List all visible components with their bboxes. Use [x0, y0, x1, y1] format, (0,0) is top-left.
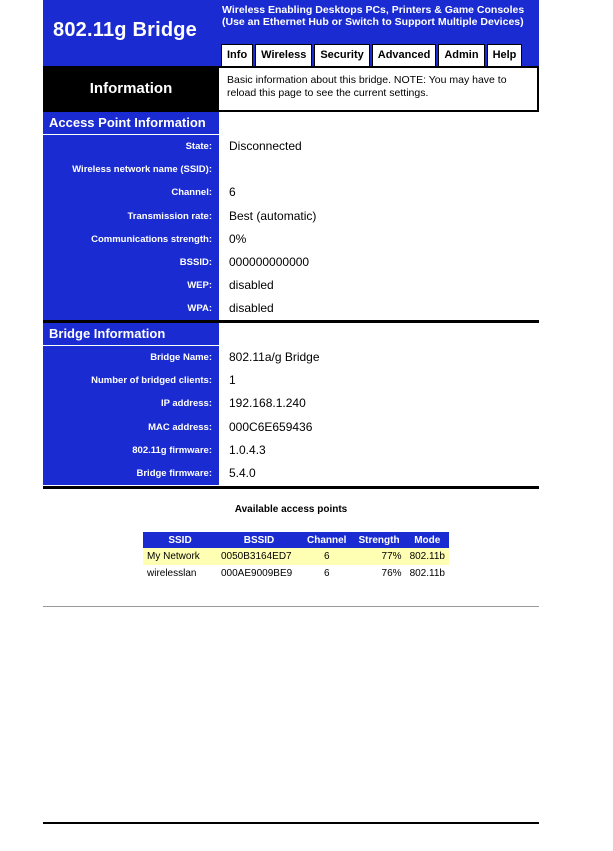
transmission-rate-label: Transmission rate:: [43, 205, 219, 228]
channel-value: 6: [229, 185, 236, 200]
comm-strength-label: Communications strength:: [43, 228, 219, 251]
footer-rule: [43, 606, 539, 607]
info-row: [43, 369, 539, 392]
tagline-line-2: (Use an Ethernet Hub or Switch to Support Multiple Devices): [222, 16, 524, 28]
tab-help[interactable]: Help: [487, 44, 523, 66]
section-note: Basic information about this bridge. NOTE: You may have to reload this page to see the current settings.: [219, 68, 537, 110]
bridge-info-heading: Bridge Information: [43, 323, 219, 345]
wpa-label: WPA:: [43, 297, 219, 320]
info-row: [43, 346, 539, 369]
ap-mode: 802.11b: [409, 568, 445, 579]
tab-advanced[interactable]: Advanced: [372, 44, 437, 66]
info-row: [43, 251, 539, 274]
comm-strength-value: 0%: [229, 231, 247, 246]
state-value: Disconnected: [229, 139, 302, 153]
info-row: [43, 392, 539, 415]
mac-address-label: MAC address:: [43, 416, 219, 439]
bridged-clients-label: Number of bridged clients:: [43, 369, 219, 392]
ip-address-label: IP address:: [43, 392, 219, 415]
available-aps-title: Available access points: [234, 504, 348, 515]
bridge-info-heading-row: [43, 323, 539, 345]
tab-admin[interactable]: Admin: [438, 44, 484, 66]
tab-bar: [221, 43, 522, 66]
bssid-label: BSSID:: [43, 251, 219, 274]
bridge-name-value: 802.11a/g Bridge: [229, 350, 320, 364]
bridge-info-heading-spacer: [219, 323, 539, 345]
info-row: [43, 462, 539, 485]
page-title: Information: [89, 80, 173, 97]
ap-info-heading: Access Point Information: [43, 112, 219, 134]
table-row[interactable]: [143, 548, 449, 565]
ap-channel: 6: [301, 548, 352, 565]
tab-info[interactable]: Info: [221, 44, 253, 66]
info-row: [43, 228, 539, 251]
wep-value: disabled: [229, 278, 274, 293]
ap-mode: 802.11b: [406, 548, 449, 565]
info-row: [43, 181, 539, 204]
col-strength: Strength: [352, 532, 405, 548]
bridge-firmware-label: Bridge firmware:: [43, 462, 219, 485]
tab-wireless[interactable]: Wireless: [255, 44, 312, 66]
available-aps-table: [143, 532, 449, 582]
wpa-value: disabled: [229, 301, 274, 316]
ap-channel: 6: [323, 568, 330, 579]
col-channel: Channel: [301, 532, 352, 548]
tab-security[interactable]: Security: [314, 44, 369, 66]
ap-ssid: My Network: [143, 548, 217, 565]
channel-label: Channel:: [43, 181, 219, 204]
header: [43, 0, 539, 66]
mac-address-value: 000C6E659436: [229, 419, 313, 434]
bridge-firmware-value: 5.4.0: [229, 466, 256, 480]
table-header-row: [143, 532, 449, 548]
ap-ssid: wirelesslan: [147, 568, 197, 579]
transmission-rate-value: Best (automatic): [229, 208, 317, 223]
wep-label: WEP:: [43, 274, 219, 297]
page-bottom-rule: [43, 822, 539, 824]
g-firmware-label: 802.11g firmware:: [43, 439, 219, 462]
tagline-line-1: Wireless Enabling Desktops PCs, Printers & Game Consoles: [222, 4, 525, 16]
section-divider: [43, 486, 539, 489]
g-firmware-value: 1.0.4.3: [229, 442, 266, 457]
info-row: [43, 158, 539, 181]
info-row: [43, 439, 539, 462]
bridge-name-label: Bridge Name:: [43, 346, 219, 369]
state-label: State:: [43, 135, 219, 158]
bssid-value: 000000000000: [229, 255, 310, 269]
tagline: [222, 4, 524, 28]
col-bssid: BSSID: [217, 532, 301, 548]
info-row: [43, 274, 539, 297]
ap-bssid: 0050B3164ED7: [217, 548, 301, 565]
info-row: [43, 205, 539, 228]
ip-address-value: 192.168.1.240: [229, 396, 306, 411]
ap-bssid: 000AE9009BE9: [221, 568, 293, 579]
ap-strength: 77%: [352, 548, 405, 565]
ap-info-heading-spacer: [219, 112, 539, 134]
table-row[interactable]: [143, 565, 449, 582]
col-ssid: SSID: [143, 532, 217, 548]
ssid-label: Wireless network name (SSID):: [43, 158, 219, 181]
ap-info-heading-row: [43, 112, 539, 134]
section-title-bar: [43, 66, 539, 112]
ap-strength: 76%: [381, 568, 402, 579]
col-mode: Mode: [406, 532, 449, 548]
bridged-clients-value: 1: [229, 373, 236, 388]
info-row: [43, 416, 539, 439]
info-row: [43, 135, 539, 158]
product-name: 802.11g Bridge: [53, 19, 197, 41]
info-row: [43, 297, 539, 320]
